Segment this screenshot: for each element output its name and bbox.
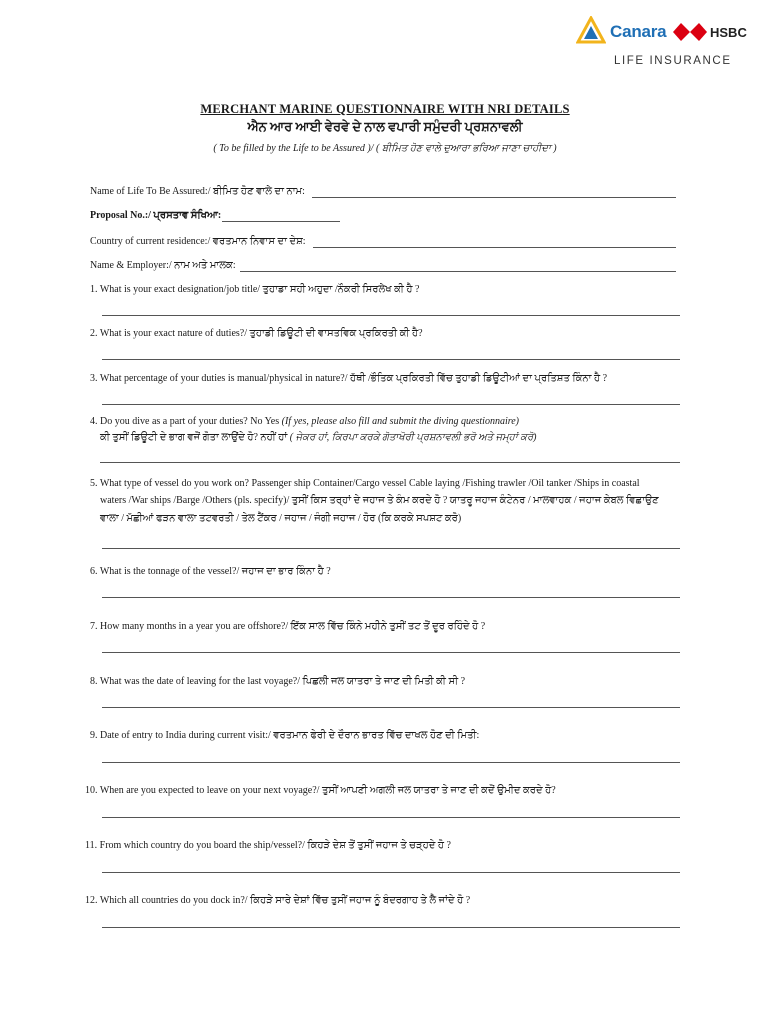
employer-label: Name & Employer:/ ਨਾਮ ਅਤੇ ਮਾਲਕ: xyxy=(90,260,236,271)
question-10: 10. When are you expected to leave on your next voyage?/ ਤੁਸੀਂ ਆਪਣੀ ਅਗਲੀ ਜਲ ਯਾਤਰਾ ਤੇ ਜਾਣ ਦੀ ਕਦੋਂ ਉਮੀਦ ਕਰਦੇ ਹੋ? xyxy=(85,785,556,796)
answer-5-line[interactable] xyxy=(102,548,680,549)
question-4-punjabi-note: ( ਜੇਕਰ ਹਾਂ, ਕਿਰਪਾ ਕਰਕੇ ਗੋਤਾਖੋਰੀ ਪ੍ਰਸ਼ਨਾਵਲੀ ਭਰੋ ਅਤੇ ਜਮ੍ਹਾਂ ਕਰੋ) xyxy=(289,432,537,443)
question-4-punjabi-text: ਕੀ ਤੁਸੀਂ ਡਿਊਟੀ ਦੇ ਭਾਗ ਵਜੋਂ ਗੋਤਾ ਲਾਉਂਦੇ ਹੋ? ਨਹੀਂ ਹਾਂ xyxy=(100,432,288,443)
employer-input-line[interactable] xyxy=(240,271,676,272)
proposal-input-line[interactable] xyxy=(222,221,340,222)
answer-10-line[interactable] xyxy=(102,817,680,818)
question-11: 11. From which country do you board the ship/vessel?/ ਕਿਹੜੇ ਦੇਸ਼ ਤੋਂ ਤੁਸੀਂ ਜਹਾਜ ਤੇ ਚੜ੍ਹਦੇ ਹੋ ? xyxy=(85,840,451,851)
name-input-line[interactable] xyxy=(312,197,676,198)
question-6: 6. What is the tonnage of the vessel?/ ਜਹਾਜ ਦਾ ਭਾਰ ਕਿੰਨਾ ਹੈ ? xyxy=(90,566,331,577)
form-subtitle: ( To be filled by the Life to be Assured )/ ( ਬੀਮਿਤ ਹੋਣ ਵਾਲੇ ਦੁਆਰਾ ਭਰਿਆ ਜਾਣਾ ਚਾਹੀਦਾ ) xyxy=(213,143,557,154)
answer-11-line[interactable] xyxy=(102,872,680,873)
answer-2-line[interactable] xyxy=(102,359,680,360)
answer-7-line[interactable] xyxy=(102,652,680,653)
question-7: 7. How many months in a year you are offshore?/ ਇੱਕ ਸਾਲ ਵਿੱਚ ਕਿੰਨੇ ਮਹੀਨੇ ਤੁਸੀਂ ਤਟ ਤੋਂ ਦੂਰ ਰਹਿੰਦੇ ਹੋ ? xyxy=(90,621,486,632)
country-label: Country of current residence:/ ਵਰਤਮਾਨ ਨਿਵਾਸ ਦਾ ਦੇਸ਼: xyxy=(90,236,306,247)
question-4-note: (If yes, please also fill and submit the diving questionnaire) xyxy=(281,416,520,427)
form-title-punjabi: ਐਨ ਆਰ ਆਈ ਵੇਰਵੇ ਦੇ ਨਾਲ ਵਪਾਰੀ ਸਮੁੰਦਰੀ ਪ੍ਰਸ਼ਨਾਵਲੀ xyxy=(247,119,523,134)
answer-12-line[interactable] xyxy=(102,927,680,928)
logo-tagline: LIFE INSURANCE xyxy=(614,55,732,67)
question-12: 12. Which all countries do you dock in?/ ਕਿਹੜੇ ਸਾਰੇ ਦੇਸ਼ਾਂ ਵਿੱਚ ਤੁਸੀਂ ਜਹਾਜ ਨੂੰ ਬੰਦਰਗਾਹ ਤੇ ਲੈ ਜਾਂਦੇ ਹੋ ? xyxy=(85,895,471,906)
brand-canara: Canara xyxy=(610,22,667,41)
question-4-text: 4. Do you dive as a part of your duties? No Yes xyxy=(90,416,280,427)
hsbc-hexagon-icon xyxy=(673,23,707,41)
question-3: 3. What percentage of your duties is manual/physical in nature?/ ਹੱਥੀ /ਭੌਤਿਕ ਪ੍ਰਕਿਰਤੀ ਵਿੱਚ ਤੁਹਾਡੀ ਡਿਊਟੀਆਂ ਦਾ ਪ੍ਰਤਿਸ਼ਤ ਕਿੰਨਾ ਹੈ ? xyxy=(90,373,608,384)
answer-1-line[interactable] xyxy=(102,315,680,316)
question-2: 2. What is your exact nature of duties?/ ਤੁਹਾਡੀ ਡਿਊਟੀ ਦੀ ਵਾਸਤਵਿਕ ਪ੍ਰਕਿਰਤੀ ਕੀ ਹੈ? xyxy=(90,328,423,339)
form-title-english: MERCHANT MARINE QUESTIONNAIRE WITH NRI DETAILS xyxy=(200,102,570,116)
answer-9-line[interactable] xyxy=(102,762,680,763)
country-input-line[interactable] xyxy=(313,247,676,248)
answer-8-line[interactable] xyxy=(102,707,680,708)
question-8: 8. What was the date of leaving for the last voyage?/ ਪਿਛਲੀ ਜਲ ਯਾਤਰਾ ਤੇ ਜਾਣ ਦੀ ਮਿਤੀ ਕੀ ਸੀ ? xyxy=(90,676,466,687)
question-5-line-1: 5. What type of vessel do you work on? Passenger ship Container/Cargo vessel Cable laying /Fishing trawler /Oil tanker /Ships in coastal xyxy=(90,478,640,489)
answer-6-line[interactable] xyxy=(102,597,680,598)
answer-3-line[interactable] xyxy=(102,404,680,405)
question-5-line-2: waters /War ships /Barge /Others (pls. specify)/ ਤੁਸੀਂ ਕਿਸ ਤਰ੍ਹਾਂ ਦੇ ਜਹਾਜ ਤੇ ਕੰਮ ਕਰਦੇ ਹੋ ? ਯਾਤਰੂ ਜਹਾਜ ਕੰਟੇਨਰ / ਮਾਲਵਾਹਕ / ਜਹਾਜ ਕੇਬਲ ਵਿਛਾਉਣ xyxy=(100,495,659,506)
proposal-label: Proposal No.:/ ਪ੍ਰਸਤਾਵ ਸੰਖਿਆ: xyxy=(90,210,222,221)
brand-hsbc: HSBC xyxy=(710,25,747,40)
question-4 xyxy=(90,416,519,428)
question-4-punjabi xyxy=(100,432,537,444)
name-label: Name of Life To Be Assured:/ ਬੀਮਿਤ ਹੋਣ ਵਾਲੇ ਦਾ ਨਾਮ: xyxy=(90,186,305,197)
question-9: 9. Date of entry to India during current visit:/ ਵਰਤਮਾਨ ਫੇਰੀ ਦੇ ਦੌਰਾਨ ਭਾਰਤ ਵਿੱਚ ਦਾਖਲ ਹੋਣ ਦੀ ਮਿਤੀ: xyxy=(90,730,480,741)
question-1: 1. What is your exact designation/job title/ ਤੁਹਾਡਾ ਸਹੀ ਅਹੁਦਾ /ਨੌਕਰੀ ਸਿਰਲੇਖ ਕੀ ਹੈ ? xyxy=(90,284,420,295)
question-5-line-3: ਵਾਲਾ / ਮੱਛੀਆਂ ਫੜਨ ਵਾਲਾ ਤਟਵਰਤੀ / ਤੇਲ ਟੈਂਕਰ / ਜਹਾਜ / ਜੰਗੀ ਜਹਾਜ / ਹੋਰ (ਕਿ ਕਰਕੇ ਸਪਸ਼ਟ ਕਰੋ) xyxy=(100,513,462,524)
answer-4-line[interactable] xyxy=(100,462,680,463)
canara-hsbc-logo xyxy=(570,12,760,74)
canara-triangle-icon xyxy=(576,16,606,46)
